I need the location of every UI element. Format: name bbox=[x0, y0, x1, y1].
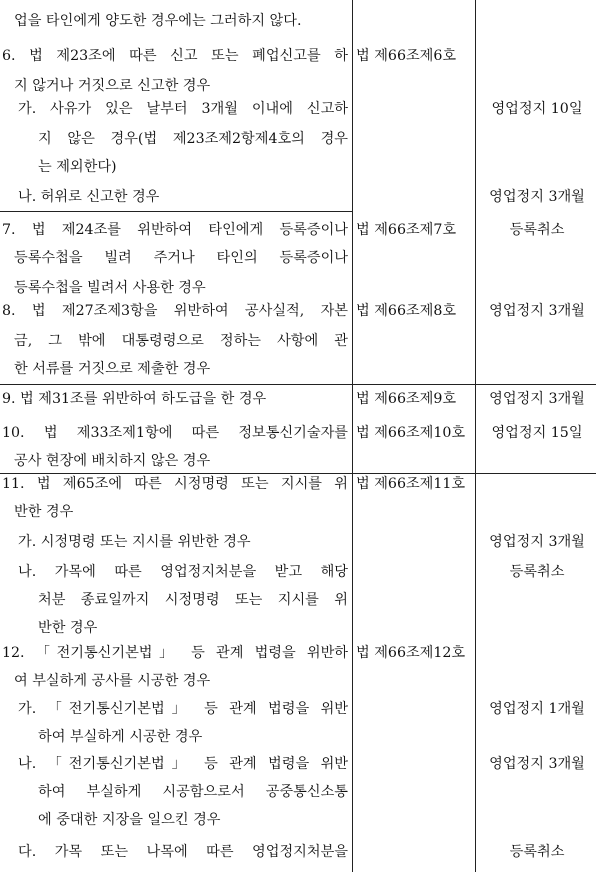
row-text-line: 하여 부실하게 시공함으로서 공중통신소통 bbox=[38, 784, 348, 800]
law-reference: 법 제66조제9호 bbox=[356, 391, 457, 407]
penalty-value: 영업정지 1개월 bbox=[489, 701, 585, 717]
penalty-value: 영업정지 3개월 bbox=[489, 303, 585, 319]
penalty-value: 등록취소 bbox=[509, 564, 565, 580]
row-text-line: 공사 현장에 배치하지 않은 경우 bbox=[14, 453, 211, 469]
penalty-value: 영업정지 3개월 bbox=[489, 189, 585, 205]
penalty-value: 영업정지 3개월 bbox=[489, 756, 585, 772]
law-reference: 법 제66조제6호 bbox=[356, 48, 457, 64]
row-text-line: 등록수첩을 빌려 주거나 타인의 등록증이나 bbox=[14, 250, 348, 266]
row-text-line: 여 부실하게 공사를 시공한 경우 bbox=[14, 673, 211, 689]
row-text-line: 처분 종료일까지 시정명령 또는 지시를 위 bbox=[38, 592, 348, 608]
row-text-line: 다. 가목 또는 나목에 따른 영업정지처분을 bbox=[18, 844, 348, 860]
row-text-line: 7. 법 제24조를 위반하여 타인에게 등록증이나 bbox=[2, 222, 348, 238]
row-text-line: 한 서류를 거짓으로 제출한 경우 bbox=[14, 361, 211, 377]
row-divider bbox=[0, 211, 353, 212]
penalty-value: 영업정지 3개월 bbox=[489, 391, 585, 407]
row-text-line: 11. 법 제65조에 따른 시정명령 또는 지시를 위 bbox=[2, 476, 348, 492]
law-reference: 법 제66조제12호 bbox=[356, 645, 466, 661]
penalty-value: 영업정지 10일 bbox=[491, 101, 583, 117]
row-text-line: 나. 허위로 신고한 경우 bbox=[18, 189, 160, 205]
row-text-line: 가. 「전기통신기본법」 등 관계 법령을 위반 bbox=[18, 701, 348, 717]
row-text-line: 6. 법 제23조에 따른 신고 또는 폐업신고를 하 bbox=[2, 48, 348, 64]
column-divider bbox=[475, 0, 476, 872]
row-text-line: 반한 경우 bbox=[14, 504, 74, 520]
penalty-value: 등록취소 bbox=[509, 844, 565, 860]
law-reference: 법 제66조제8호 bbox=[356, 303, 457, 319]
law-reference: 법 제66조제11호 bbox=[356, 476, 466, 492]
row-text-line: 에 중대한 지장을 일으킨 경우 bbox=[38, 812, 221, 828]
row-text-line: 등록수첩을 빌려서 사용한 경우 bbox=[14, 280, 206, 296]
penalty-value: 영업정지 3개월 bbox=[489, 534, 585, 550]
row-text-line: 8. 법 제27조제3항을 위반하여 공사실적, 자본 bbox=[2, 303, 348, 319]
row-text-line: 가. 사유가 있은 날부터 3개월 이내에 신고하 bbox=[18, 101, 348, 117]
row-text-line: 지 않거나 거짓으로 신고한 경우 bbox=[14, 78, 211, 94]
row-text-line: 는 제외한다) bbox=[38, 159, 117, 175]
row-text-line: 10. 법 제33조제1항에 따른 정보통신기술자를 bbox=[2, 425, 348, 441]
penalty-value: 등록취소 bbox=[509, 222, 565, 238]
row-divider bbox=[0, 384, 596, 385]
penalty-value: 영업정지 15일 bbox=[491, 425, 583, 441]
row-text-line: 9. 법 제31조를 위반하여 하도급을 한 경우 bbox=[2, 391, 267, 407]
row-text-line: 지 않은 경우(법 제23조제2항제4호의 경우 bbox=[38, 131, 348, 147]
law-reference: 법 제66조제7호 bbox=[356, 222, 457, 238]
row-text-line: 가. 시정명령 또는 지시를 위반한 경우 bbox=[18, 534, 251, 550]
row-text-line: 12. 「전기통신기본법」 등 관계 법령을 위반하 bbox=[2, 645, 348, 661]
row-text-line: 나. 「전기통신기본법」 등 관계 법령을 위반 bbox=[18, 756, 348, 772]
row-text-line: 금, 그 밖에 대통령령으로 정하는 사항에 관 bbox=[14, 333, 348, 349]
row-text-line: 반한 경우 bbox=[38, 620, 98, 636]
row-text-line: 나. 가목에 따른 영업정지처분을 받고 해당 bbox=[18, 564, 348, 580]
law-reference: 법 제66조제10호 bbox=[356, 425, 466, 441]
row-text-line: 하여 부실하게 시공한 경우 bbox=[38, 729, 203, 745]
column-divider bbox=[352, 0, 353, 872]
row-text-line: 업을 타인에게 양도한 경우에는 그러하지 않다. bbox=[14, 13, 302, 29]
